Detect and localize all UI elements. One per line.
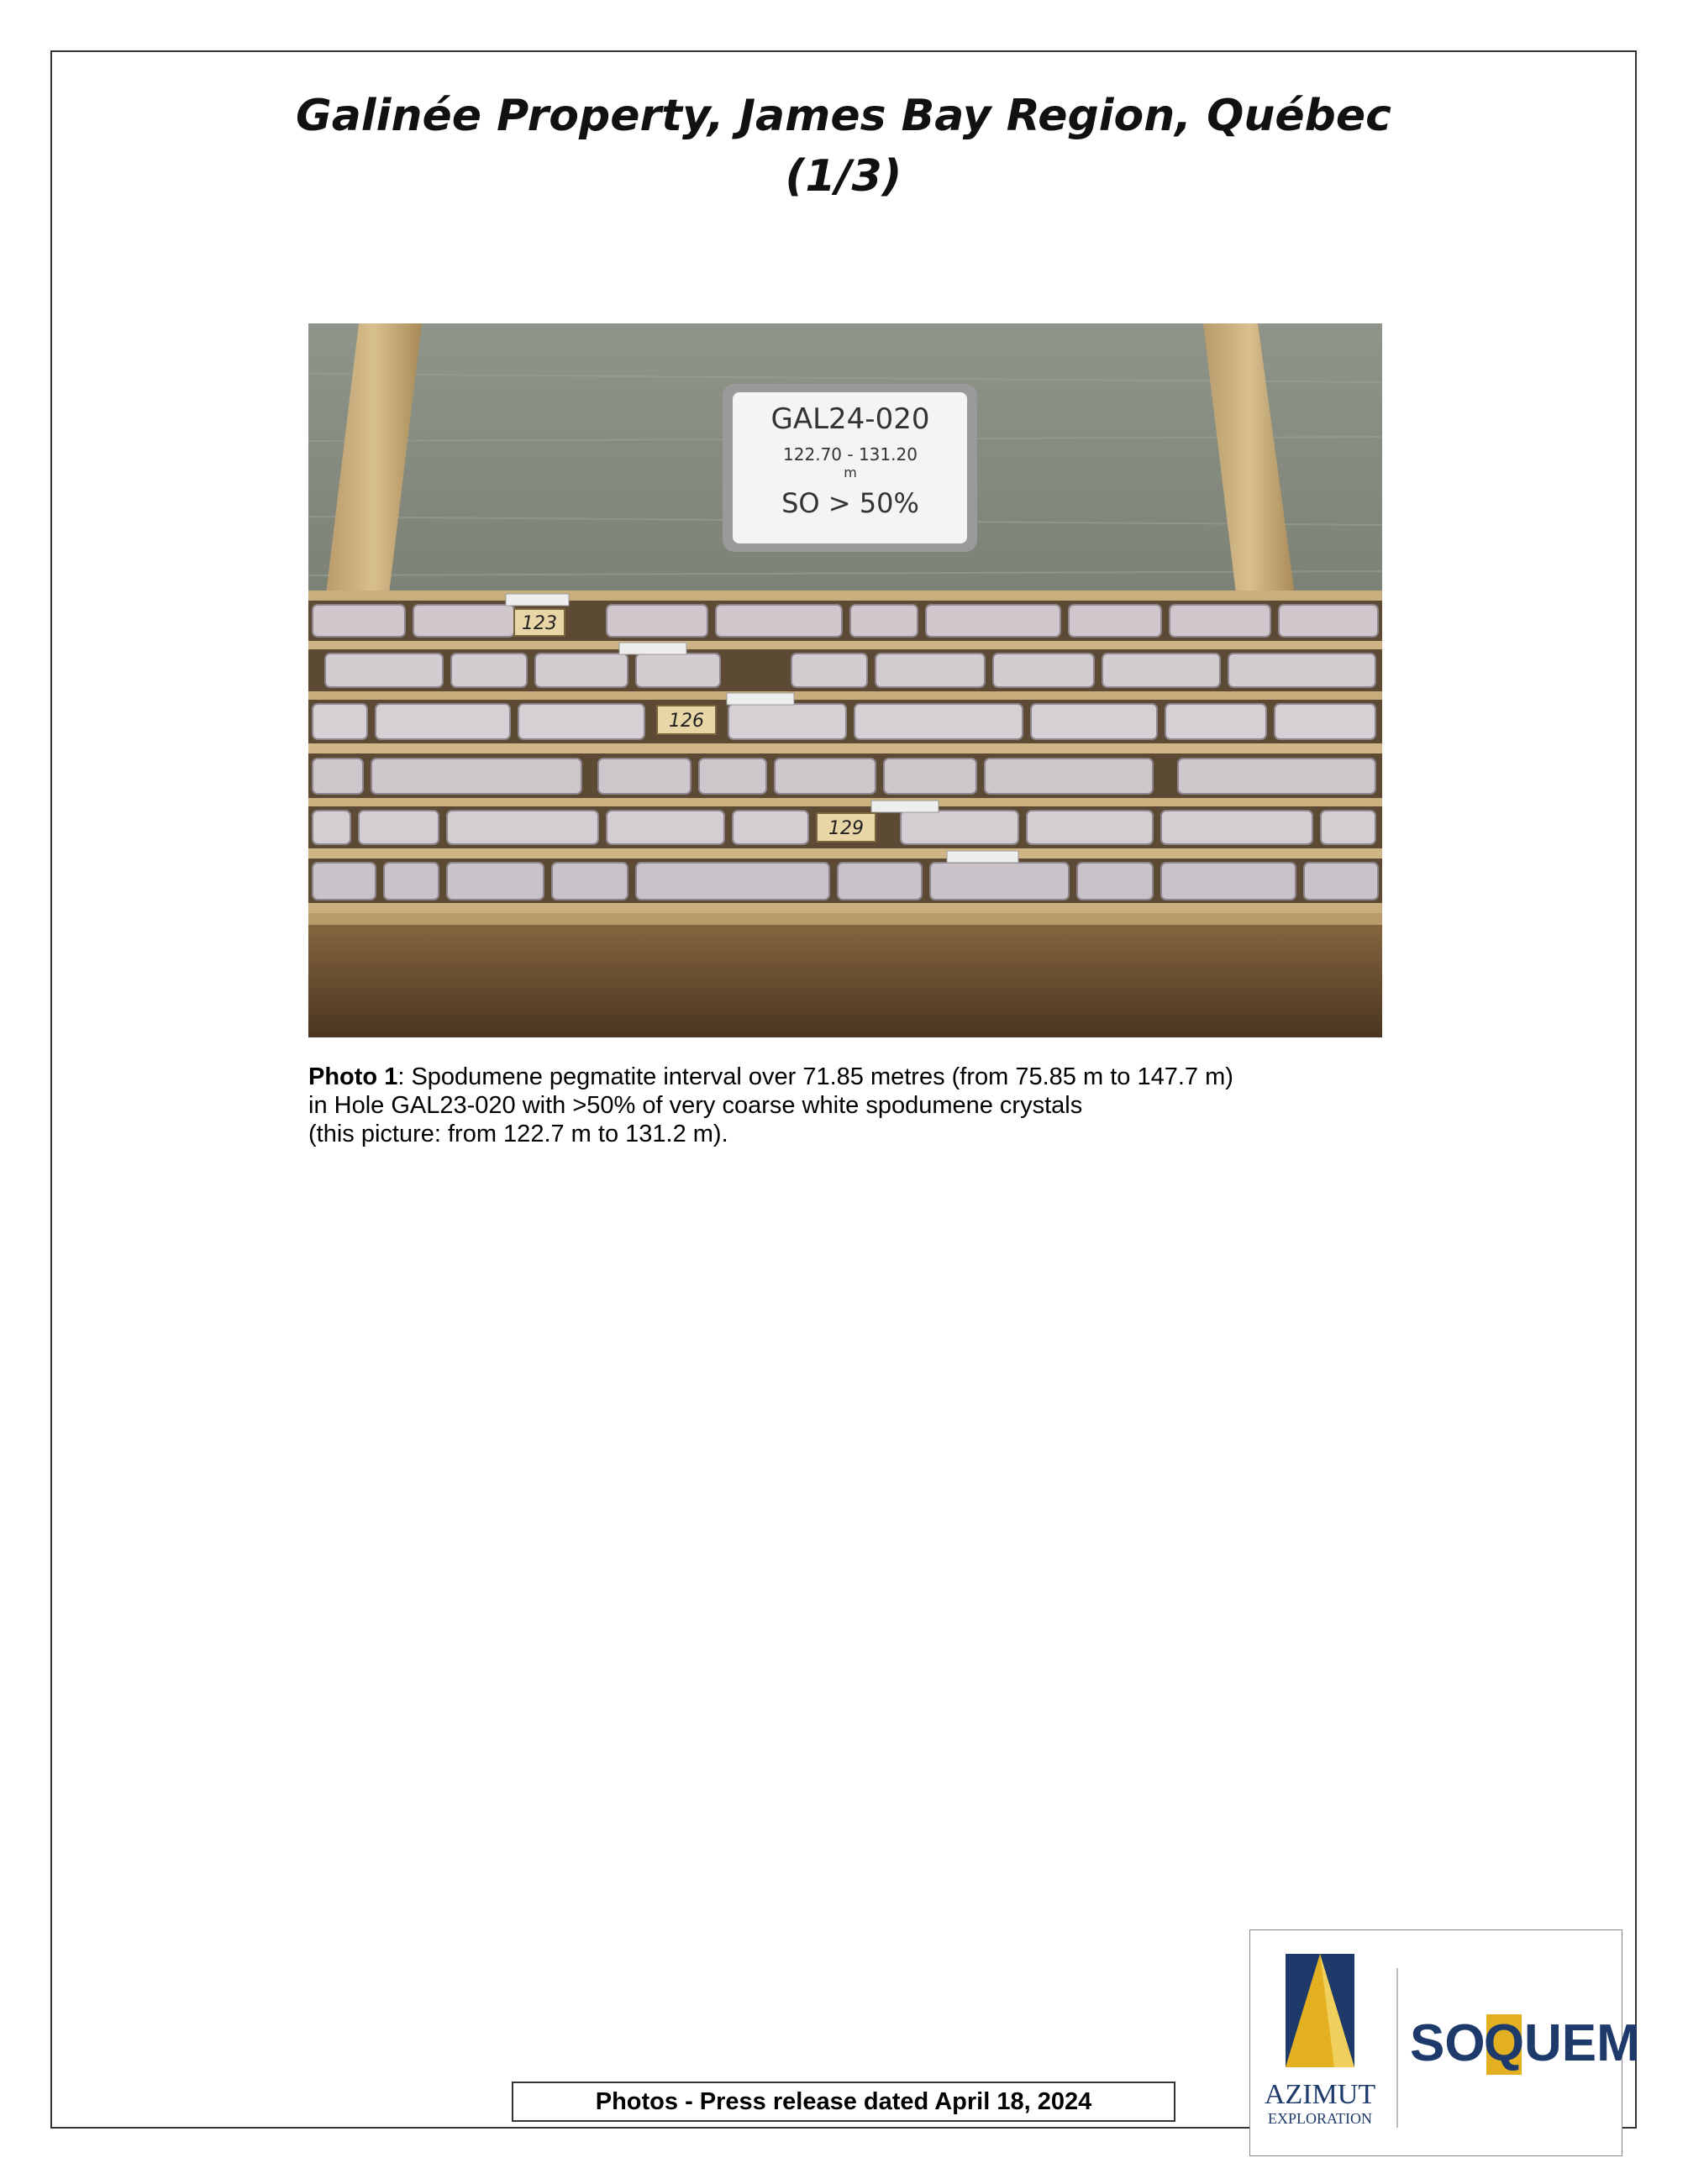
title-line-2: (1/3) — [785, 151, 902, 202]
page-title — [52, 86, 1635, 207]
caption-text-1: : Spodumene pegmatite interval over 71.85 metres (from 75.85 m to 147.7 m) — [397, 1063, 1233, 1090]
soquem-text-q: Q — [1483, 2014, 1525, 2072]
core-box-photo — [308, 323, 1382, 1037]
soquem-text-left: SO — [1410, 2014, 1486, 2072]
board-hole-id: GAL24-020 — [770, 402, 930, 436]
core-box-illustration — [308, 323, 1382, 1037]
caption-line-1 — [308, 1063, 1401, 1091]
azimut-logo-icon — [1286, 1954, 1354, 2067]
board-interval: 122.70 - 131.20 — [783, 444, 918, 465]
company-logos — [1249, 1929, 1640, 2156]
page-border — [50, 50, 1640, 2129]
depth-tag-1: 123 — [522, 613, 557, 634]
azimut-name: AZIMUT — [1264, 2079, 1376, 2110]
board-spodumene: SO > 50% — [781, 487, 919, 519]
soquem-text-right: UEM — [1524, 2014, 1640, 2072]
azimut-subtitle: EXPLORATION — [1268, 2110, 1372, 2127]
title-line-1: Galinée Property, James Bay Region, Québec — [296, 91, 1391, 141]
board-unit: m — [844, 465, 857, 480]
depth-tag-3: 129 — [828, 818, 864, 839]
caption-line-3: (this picture: from 122.7 m to 131.2 m). — [308, 1121, 728, 1147]
logos-graphic — [1250, 1930, 1640, 2157]
caption-label: Photo 1 — [308, 1063, 398, 1090]
caption-line-2: in Hole GAL23-020 with >50% of very coarse white spodumene crystals — [308, 1092, 1083, 1119]
photo-caption — [308, 1063, 1401, 1148]
press-release-footer: Photos - Press release dated April 18, 2024 — [512, 2082, 1175, 2122]
depth-tag-2: 126 — [669, 711, 704, 732]
